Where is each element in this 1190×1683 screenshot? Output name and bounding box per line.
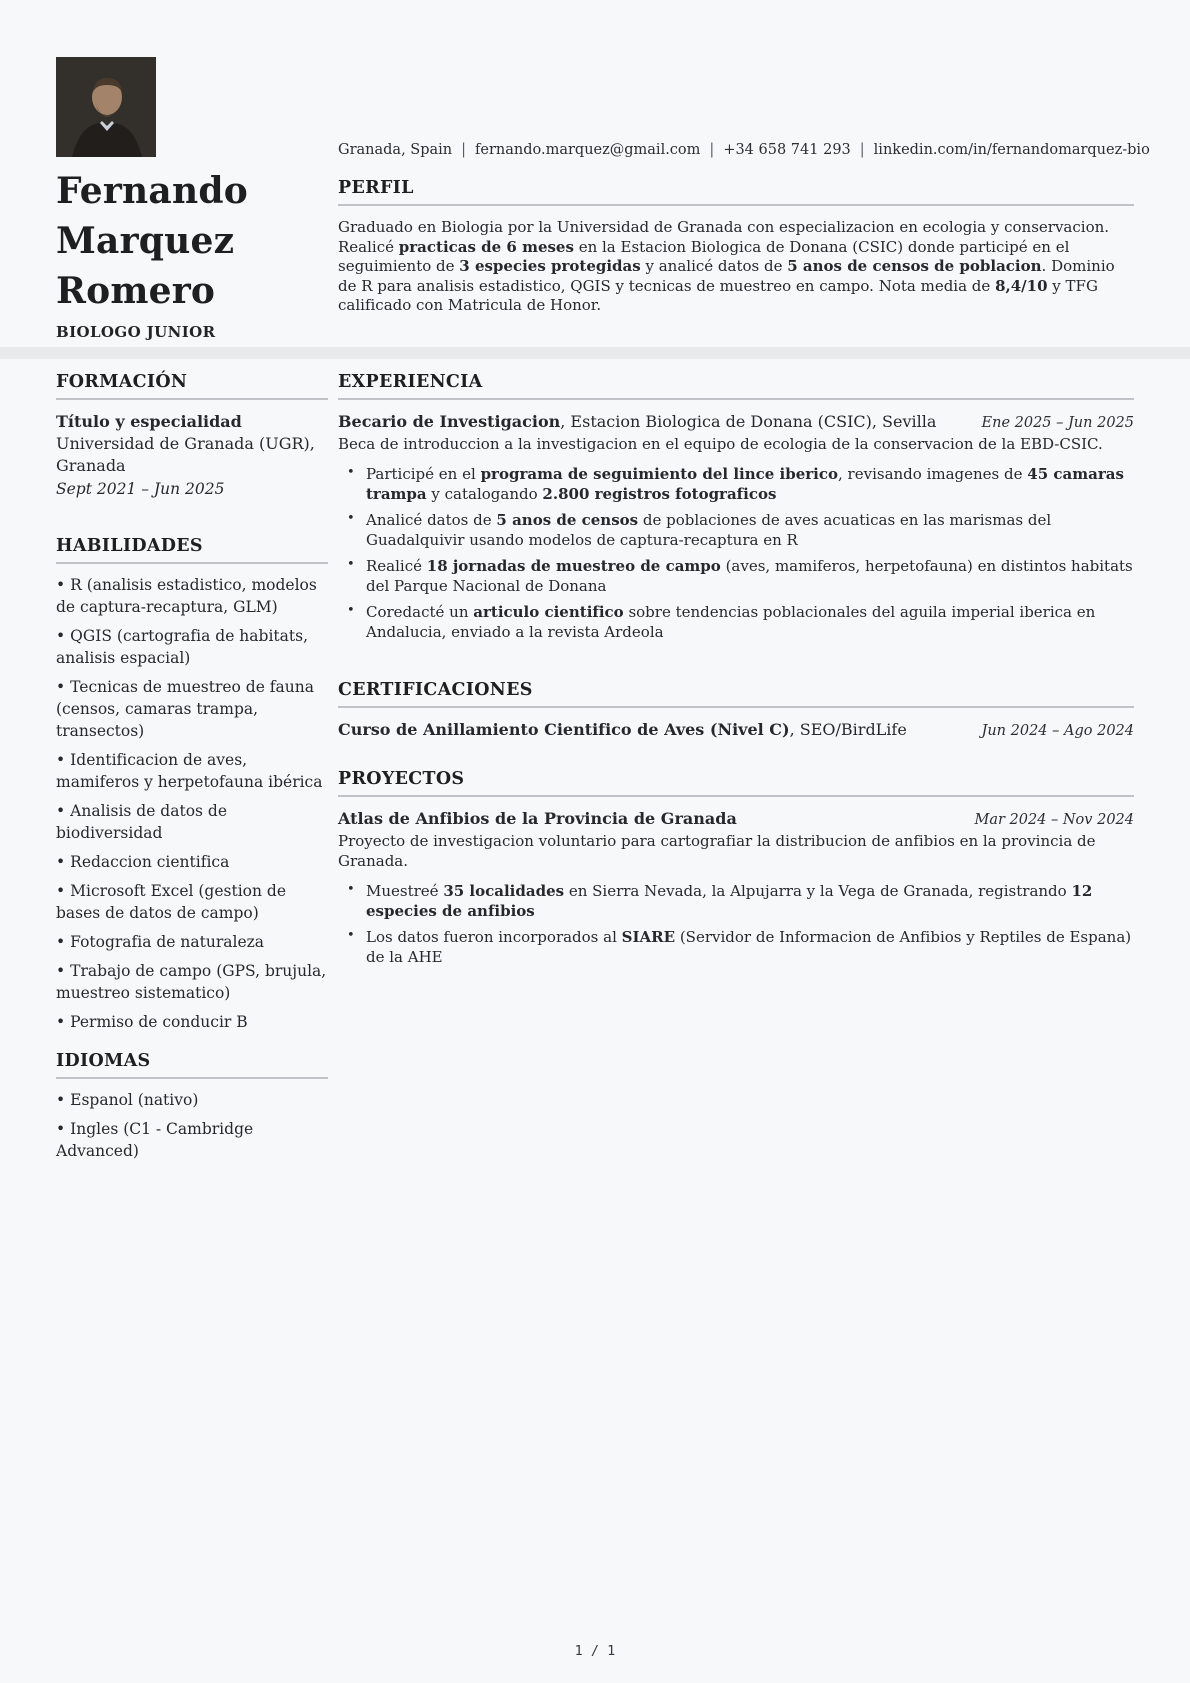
bullet-icon: • [347,928,355,943]
experience-bullet [338,510,1134,550]
section-idiomas [56,1051,328,1162]
bullet-icon: • [56,678,66,696]
section-proyectos [338,769,1134,967]
contact-phone: +34 658 741 293 [723,142,851,158]
bullet-icon: • [56,882,66,900]
project-bullet [338,881,1134,921]
section-heading-perfil: PERFIL [338,178,1134,206]
skill-text: R (analisis estadistico, modelos de captura-recaptura, GLM) [56,576,317,616]
certification-row [338,720,1134,739]
contact-line [338,142,1150,158]
formacion-dates: Sept 2021 – Jun 2025 [56,480,225,498]
contact-separator: | [709,142,715,158]
bullet-icon: • [347,882,355,897]
language-item [56,1089,328,1111]
skill-text: QGIS (cartografia de habitats, analisis espacial) [56,627,308,667]
bullet-icon: • [56,1120,66,1138]
contact-location: Granada, Spain [338,142,453,158]
contact-separator: | [461,142,467,158]
bullet-icon: • [347,557,355,572]
candidate-name [56,166,328,316]
bullet-icon: • [347,465,355,480]
bullet-icon: • [56,1013,66,1031]
section-formacion [56,372,328,498]
skill-item [56,851,328,873]
skill-text: Identificacion de aves, mamiferos y herpetofauna ibérica [56,751,323,791]
skill-item [56,749,328,793]
skill-item [56,931,328,953]
experience-bullet-text: Coredacté un articulo cientifico sobre tendencias poblacionales del aguila imperial iberica en Andalucia, enviado a la revista Ardeola [366,603,1096,641]
section-heading-formacion: FORMACIÓN [56,372,328,400]
sidebar-column [56,372,328,1200]
body-columns [0,359,1190,1200]
header [0,0,1190,347]
skill-text: Trabajo de campo (GPS, brujula, muestreo sistematico) [56,962,327,1002]
skill-text: Permiso de conducir B [70,1013,248,1031]
experience-header-row [338,412,1134,431]
certification-dates: Jun 2024 – Ago 2024 [981,723,1134,739]
experience-bullet-text: Analicé datos de 5 anos de censos de poblaciones de aves acuaticas en las marismas del Guadalquivir usando modelos de captura-recaptura en R [366,511,1052,549]
section-heading-certificaciones: CERTIFICACIONES [338,680,1134,708]
bullet-icon: • [347,603,355,618]
experience-bullet-text: Realicé 18 jornadas de muestreo de campo (aves, mamiferos, herpetofauna) en distintos habitats del Parque Nacional de Donana [366,557,1133,595]
experience-bullet [338,464,1134,504]
perfil-paragraph: Graduado en Biologia por la Universidad de Granada con especializacion en ecologia y conservacion. Realicé practicas de 6 meses en la Estacion Biologica de Donana (CSIC) donde participé en el seguimiento de 3 especies protegidas y analicé datos de 5 anos de censos de poblacion. Dominio de R para analisis estadistico, QGIS y tecnicas de muestreo en campo. Nota media de 8,4/10 y TFG calificado con Matricula de Honor. [338,218,1115,314]
main-column [338,372,1134,1200]
section-heading-proyectos: PROYECTOS [338,769,1134,797]
header-right [338,0,1150,347]
page-number: 1 / 1 [574,1643,616,1659]
project-bullet [338,927,1134,967]
experience-bullet-text: Participé en el programa de seguimiento del lince iberico, revisando imagenes de 45 camaras trampa y catalogando 2.800 registros fotograficos [366,465,1124,503]
skill-item [56,625,328,669]
section-experiencia [338,372,1134,642]
skill-item [56,574,328,618]
experience-bullet-list [338,464,1134,642]
section-heading-idiomas: IDIOMAS [56,1051,328,1079]
language-item [56,1118,328,1162]
formacion-degree-title: Título y especialidad [56,412,242,431]
profile-photo [56,57,156,157]
project-bullet-text: Muestreé 35 localidades en Sierra Nevada, la Alpujarra y la Vega de Granada, registrando 12 especies de anfibios [366,882,1093,920]
experience-job-dates: Ene 2025 – Jun 2025 [981,415,1134,431]
certification-title: Curso de Anillamiento Cientifico de Aves (Nivel C), SEO/BirdLife [338,720,907,739]
skill-item [56,1011,328,1033]
skill-text: Redaccion cientifica [70,853,230,871]
bullet-icon: • [56,853,66,871]
project-bullet-list [338,881,1134,967]
skill-item [56,800,328,844]
bullet-icon: • [56,1091,66,1109]
skill-text: Microsoft Excel (gestion de bases de datos de campo) [56,882,286,922]
skill-text: Analisis de datos de biodiversidad [56,802,228,842]
name-line: Marquez [56,220,235,262]
section-divider-band [0,347,1190,359]
name-line: Fernando [56,170,248,212]
bullet-icon: • [56,962,66,980]
bullet-icon: • [56,576,66,594]
section-heading-habilidades: HABILIDADES [56,536,328,564]
bullet-icon: • [56,933,66,951]
project-bullet-text: Los datos fueron incorporados al SIARE (Servidor de Informacion de Anfibios y Reptiles de Espana) de la AHE [366,928,1132,966]
bullet-icon: • [56,751,66,769]
project-header-row [338,809,1134,828]
contact-email: fernando.marquez@gmail.com [475,142,701,158]
languages-list [56,1089,328,1162]
section-habilidades [56,536,328,1033]
section-perfil [338,178,1134,316]
project-dates: Mar 2024 – Nov 2024 [974,812,1134,828]
skill-text: Tecnicas de muestreo de fauna (censos, camaras trampa, transectos) [56,678,314,740]
language-text: Ingles (C1 - Cambridge Advanced) [56,1120,254,1160]
experience-bullet [338,602,1134,642]
bullet-icon: • [347,511,355,526]
formacion-school: Universidad de Granada (UGR), Granada [56,434,315,475]
skill-item [56,960,328,1004]
section-certificaciones [338,680,1134,739]
bullet-icon: • [56,627,66,645]
contact-separator: | [859,142,865,158]
skill-item [56,880,328,924]
experience-bullet [338,556,1134,596]
contact-linkedin: linkedin.com/in/fernandomarquez-bio [873,142,1150,158]
project-title: Atlas de Anfibios de la Provincia de Granada [338,809,737,828]
skill-item [56,676,328,742]
section-heading-experiencia: EXPERIENCIA [338,372,1134,400]
header-left [56,0,328,347]
skills-list [56,574,328,1033]
project-summary: Proyecto de investigacion voluntario para cartografiar la distribucion de anfibios en la provincia de Granada. [338,832,1096,870]
experience-job-title: Becario de Investigacion, Estacion Biologica de Donana (CSIC), Sevilla [338,412,937,431]
skill-text: Fotografia de naturaleza [70,933,265,951]
experience-job-summary: Beca de introduccion a la investigacion en el equipo de ecologia de la conservacion de la EBD-CSIC. [338,435,1103,453]
bullet-icon: • [56,802,66,820]
language-text: Espanol (nativo) [70,1091,199,1109]
job-title: BIOLOGO JUNIOR [56,323,216,341]
name-line: Romero [56,270,216,312]
